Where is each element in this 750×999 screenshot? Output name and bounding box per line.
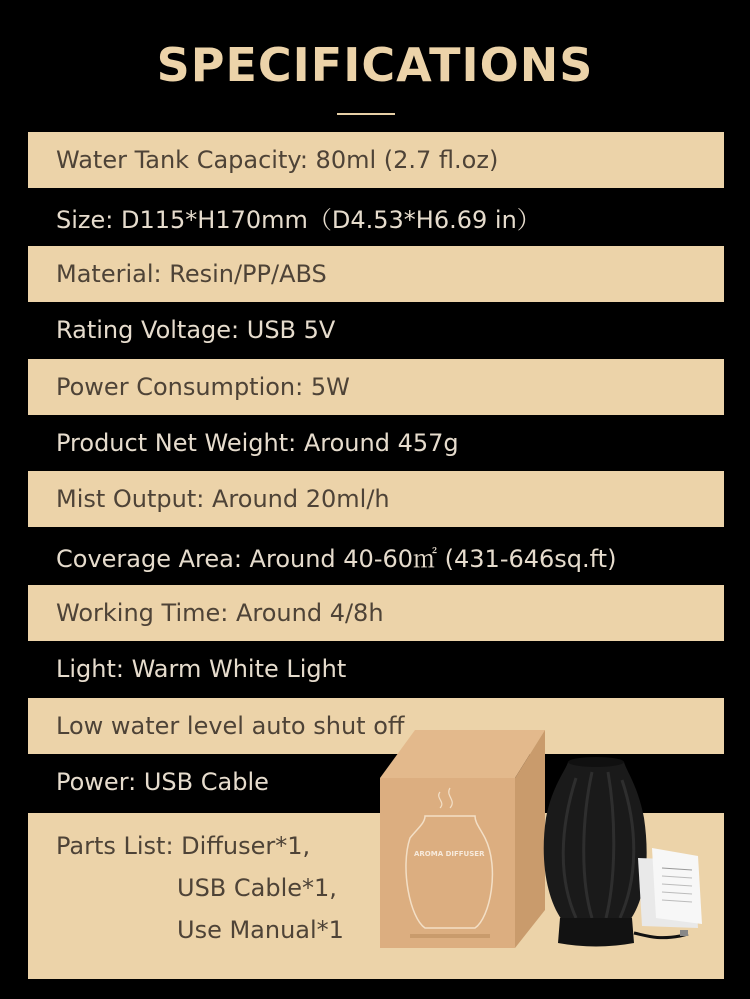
page-title: SPECIFICATIONS (156, 38, 594, 92)
parts-list-label: Parts List: Diffuser*1, (56, 832, 311, 860)
spec-row-size: Size: D115*H170mm（D4.53*H6.69 in） (28, 189, 724, 245)
spec-row-auto-shutoff: Low water level auto shut off (28, 698, 724, 754)
product-image (380, 728, 710, 963)
spec-row-net-weight: Product Net Weight: Around 457g (28, 415, 724, 471)
packaging-box-image (380, 730, 545, 948)
manual-image (638, 848, 702, 928)
spec-row-working-time: Working Time: Around 4/8h (28, 585, 724, 641)
spec-row-material: Material: Resin/PP/ABS (28, 246, 724, 302)
spec-row-water-tank: Water Tank Capacity: 80ml (2.7 fl.oz) (28, 132, 724, 188)
spec-row-mist-output: Mist Output: Around 20ml/h (28, 471, 724, 527)
spec-row-power: Power: USB Cable (28, 754, 724, 810)
title-underline (337, 113, 395, 115)
spec-row-coverage-area: Coverage Area: Around 40-60㎡ (431-646sq.ft) (28, 528, 724, 584)
parts-item-usb-cable: USB Cable*1, (177, 874, 337, 902)
box-label: AROMA DIFFUSER (414, 850, 485, 858)
spec-row-voltage: Rating Voltage: USB 5V (28, 302, 724, 358)
spec-row-light: Light: Warm White Light (28, 641, 724, 697)
spec-row-power-consumption: Power Consumption: 5W (28, 359, 724, 415)
parts-item-manual: Use Manual*1 (177, 916, 344, 944)
